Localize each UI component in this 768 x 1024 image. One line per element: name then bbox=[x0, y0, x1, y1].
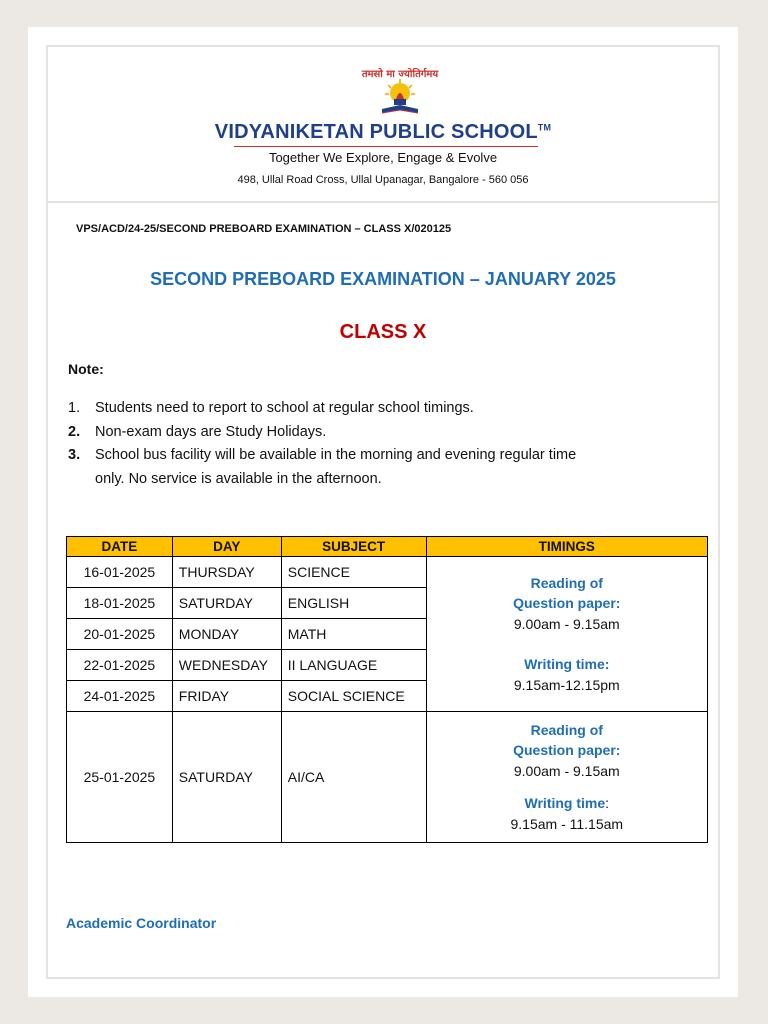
document-title: SECOND PREBOARD EXAMINATION – JANUARY 2025 bbox=[150, 269, 616, 289]
note-item: 2. Non-exam days are Study Holidays. bbox=[68, 423, 327, 440]
column-header-day: DAY bbox=[172, 537, 281, 557]
column-header-date: DATE bbox=[67, 537, 173, 557]
exam-schedule-table bbox=[66, 536, 708, 843]
column-header-timings: TIMINGS bbox=[426, 537, 707, 557]
table-row: 25-01-2025 SATURDAY AI/CA Reading of Question paper: 9.00am - 9.15am Writing time: 9.15am - 11.15am bbox=[67, 712, 708, 843]
document-page bbox=[46, 45, 720, 979]
class-label: CLASS X bbox=[339, 321, 427, 343]
school-logo bbox=[360, 63, 440, 125]
notes-list bbox=[68, 397, 678, 491]
letterhead bbox=[48, 47, 718, 203]
note-item: 3. School bus facility will be available in the morning and evening regular time only. No service is available in the afternoon. bbox=[68, 447, 577, 487]
document-frame bbox=[28, 27, 738, 997]
note-item: 1. Students need to report to school at regular school timings. bbox=[68, 400, 474, 416]
note-label: Note: bbox=[68, 361, 104, 377]
reference-number: VPS/ACD/24-25/SECOND PREBOARD EXAMINATION – CLASS X/020125 bbox=[76, 223, 452, 235]
table-row: 18-01-2025 SATURDAY ENGLISH bbox=[67, 588, 708, 619]
table-header-row bbox=[67, 537, 708, 557]
table-row: 22-01-2025 WEDNESDAY II LANGUAGE bbox=[67, 650, 708, 681]
column-header-subject: SUBJECT bbox=[281, 537, 426, 557]
signature-label: Academic Coordinator bbox=[66, 915, 217, 931]
svg-text:तमसो मा ज्योतिर्गमय: तमसो मा ज्योतिर्गमय bbox=[361, 69, 439, 80]
school-tagline: Together We Explore, Engage & Evolve bbox=[268, 150, 498, 165]
table-row: 16-01-2025 THURSDAY SCIENCE Reading of Question paper: 9.00am - 9.15am Writing time: 9.15am-12.15pm bbox=[67, 557, 708, 588]
header-rule bbox=[234, 146, 538, 147]
table-row: 24-01-2025 FRIDAY SOCIAL SCIENCE bbox=[67, 681, 708, 712]
school-address: 498, Ullal Road Cross, Ullal Upanagar, Bangalore - 560 056 bbox=[237, 174, 529, 186]
timings-cell: Reading of Question paper: 9.00am - 9.15am Writing time: 9.15am-12.15pm bbox=[426, 557, 707, 712]
table-row: 20-01-2025 MONDAY MATH bbox=[67, 619, 708, 650]
timings-cell: Reading of Question paper: 9.00am - 9.15am Writing time: 9.15am - 11.15am bbox=[426, 712, 707, 843]
school-name: VIDYANIKETAN PUBLIC SCHOOL™ bbox=[214, 121, 552, 143]
